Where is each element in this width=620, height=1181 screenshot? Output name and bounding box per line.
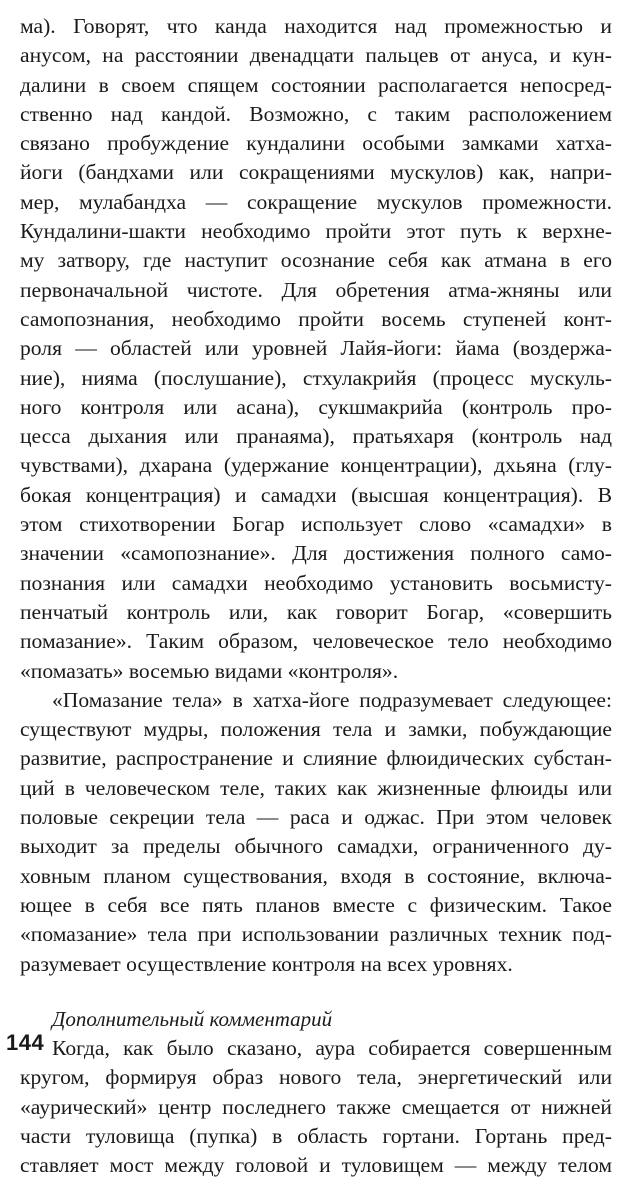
section-subheading: Дополнительный комментарий bbox=[52, 1006, 333, 1031]
text-line: «аурический» центр последнего также смещается от нижней bbox=[20, 1094, 612, 1119]
text-line: Когда, как было сказано, аура собирается совершенным bbox=[52, 1036, 612, 1061]
text-line: ма). Говорят, что канда находится над промежностью и bbox=[20, 14, 612, 38]
text-line: «Помазание тела» в хатха-йоге подразумевает следующее: bbox=[52, 687, 612, 712]
text-line: помазание». Таким образом, человеческое тело необходимо bbox=[20, 629, 612, 654]
text-line: йоги (бандхами или сокращениями мускулов) как, напри- bbox=[20, 160, 612, 185]
text-line: роля — областей или уровней Лайя-йоги: йама (воздержа- bbox=[20, 336, 612, 361]
text-line: первоначальной чистоте. Для обретения атма-жняны или bbox=[20, 277, 612, 302]
paragraph-1 bbox=[20, 12, 612, 686]
text-line: Кундалини-шакти необходимо пройти этот путь к верхне- bbox=[20, 219, 612, 244]
text-line: цесса дыхания или пранаяма), пратьяхаря (контроль над bbox=[20, 424, 612, 449]
text-line: ставляет мост между головой и туловищем — между телом bbox=[20, 1153, 612, 1178]
text-line: «помазание» тела при использовании различных техник под- bbox=[20, 922, 612, 947]
text-line: самопознания, необходимо пройти восемь ступеней конт- bbox=[20, 306, 612, 331]
text-line: далини в своем спящем состоянии располагается непосред- bbox=[20, 72, 612, 97]
text-line: ного контроля или асана), сукшмакрийа (контроль про- bbox=[20, 394, 612, 419]
text-line: бокая концентрация) и самадхи (высшая концентрация). В bbox=[20, 482, 612, 507]
text-line: существуют мудры, положения тела и замки, побуждающие bbox=[20, 717, 612, 742]
text-line: этом стихотворении Богар использует слово «самадхи» в bbox=[20, 512, 612, 537]
text-line: ховным планом существования, входя в состояние, включа- bbox=[20, 863, 612, 888]
text-line: части туловища (пупка) в область гортани. Гортань пред- bbox=[20, 1123, 612, 1148]
text-line: мер, мулабандха — сокращение мускулов промежности. bbox=[20, 189, 612, 214]
text-line: выходит за пределы обычного самадхи, ограниченного ду- bbox=[20, 834, 612, 859]
text-line: ственно над кандой. Возможно, с таким расположением bbox=[20, 101, 612, 126]
text-line: «помазать» восемью видами «контроля». bbox=[20, 658, 399, 683]
text-line: познания или самадхи необходимо установить восьмисту- bbox=[20, 570, 612, 595]
text-line: му затвору, где наступит осознание себя как атмана в его bbox=[20, 248, 612, 273]
paragraph-2 bbox=[20, 686, 612, 979]
text-line: развитие, распространение и слияние флюидических субстан- bbox=[20, 746, 612, 771]
text-line: ние), нияма (послушание), стхулакрийя (процесс мускуль- bbox=[20, 365, 612, 390]
text-line: ций в человеческом теле, таких как жизненные флюиды или bbox=[20, 775, 612, 800]
text-line: значении «самопознание». Для достижения полного само- bbox=[20, 541, 612, 566]
page-number: 144 bbox=[6, 1030, 45, 1055]
text-line: анусом, на расстоянии двенадцати пальцев от ануса, и кун- bbox=[20, 43, 612, 68]
text-line: связано пробуждение кундалини особыми замками хатха- bbox=[20, 131, 612, 156]
text-line: разумевает осуществление контроля на всех уровнях. bbox=[20, 951, 513, 976]
text-line: ющее в себя все пять планов вместе с физическим. Такое bbox=[20, 892, 612, 917]
text-line: чувствами), дхарана (удержание концентрации), дхьяна (глу- bbox=[20, 453, 612, 478]
paragraph-3 bbox=[20, 1034, 612, 1180]
text-line: кругом, формируя образ нового тела, энергетический или bbox=[20, 1065, 612, 1090]
text-line: пенчатый контроль или, как говорит Богар, «совершить bbox=[20, 599, 612, 624]
page-text bbox=[20, 12, 612, 1181]
text-line: половые секреции тела — раса и оджас. При этом человек bbox=[20, 805, 612, 830]
